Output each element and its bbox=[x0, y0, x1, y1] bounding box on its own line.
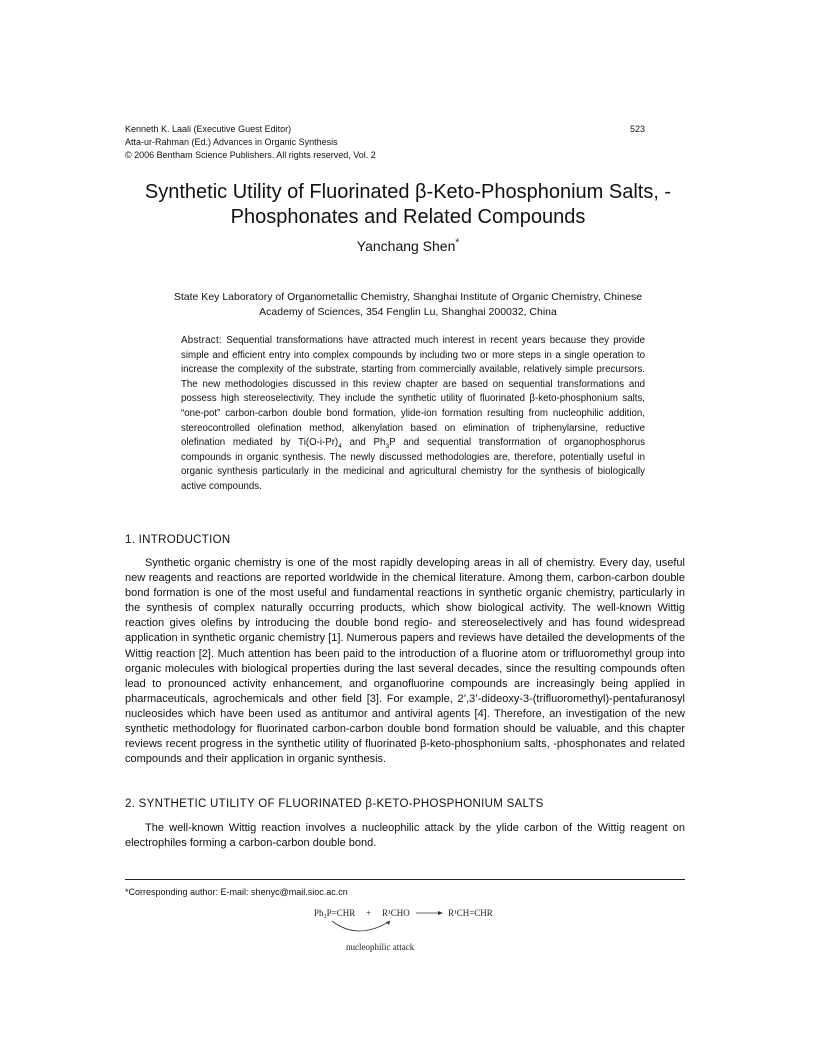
author-mark: * bbox=[455, 237, 460, 249]
page-header bbox=[125, 123, 645, 162]
page-number: 523 bbox=[629, 124, 645, 134]
scheme-reactant-2: R¹CHO bbox=[382, 908, 410, 918]
header-copyright: © 2006 Bentham Science Publishers. All rights reserved, Vol. 2 bbox=[125, 150, 376, 160]
affiliation-line-1: State Key Laboratory of Organometallic Chemistry, Shanghai Institute of Organic Chemistry, Chinese bbox=[173, 291, 643, 303]
abstract-label: Abstract: bbox=[181, 335, 222, 346]
affiliation-line-2: Academy of Sciences, 354 Fenglin Lu, Shanghai 200032, China bbox=[259, 306, 557, 318]
abstract bbox=[181, 334, 645, 495]
scheme-product: R¹CH=CHR bbox=[448, 908, 493, 918]
scheme-plus: + bbox=[366, 908, 372, 918]
section-1-heading: 1. INTRODUCTION bbox=[125, 534, 231, 546]
author bbox=[100, 238, 716, 254]
abstract-text-a: Sequential transformations have attracted much interest in recent years because they provide simple and efficient entry into complex compounds by including two or more steps in a single operation to increase the complexity of the substrate, starting from commercially available, relatively simple precursors. The new methodologies discussed in this review chapter are based on sequential transformations and possess high stereoselectivity. They include the synthetic utility of fluorinated β-keto-phosphonium salts, “one-pot” carbon-carbon double bond formation, ylide-ion formation resulting from nucleophilic addition, stereocontrolled olefination method, alkenylation based on elimination of triphenylarsine, reductive olefination mediated by Ti(O-i-Pr) bbox=[181, 335, 645, 449]
wittig-scheme bbox=[310, 903, 530, 963]
abstract-sub-2: 3 bbox=[385, 443, 390, 451]
abstract-sub-1: 4 bbox=[338, 443, 342, 451]
paper-title bbox=[100, 180, 716, 230]
header-editor: Kenneth K. Laali (Executive Guest Editor) bbox=[125, 124, 292, 134]
section-1-body bbox=[125, 556, 685, 767]
author-name: Yanchang Shen bbox=[356, 238, 456, 254]
scheme-caption: nucleophilic attack bbox=[346, 942, 415, 952]
abstract-text-c: P and sequential transformation of organophosphorus compounds in organic synthesis. The newly discussed methodologies are, therefore, potentially useful in organic synthesis particularly in the medicinal and agricultural chemistry for the synthesis of biologically active compounds. bbox=[181, 437, 645, 492]
section-1-paragraph: Synthetic organic chemistry is one of the most rapidly developing areas in all of chemistry. Every day, useful new reagents and reactions are reported worldwide in the chemical literature. Among them, carbon-carbon double bond formation is one of the most useful and fundamental reactions in synthetic organic chemistry, particularly in the synthesis of complex naturally occurring products, which show biological activity. The well-known Wittig reaction gives olefins by introducing the double bond regio- and stereoselectively and has found widespread application in synthetic organic chemistry [1]. Numerous papers and reviews have detailed the developments of the Wittig reaction [2]. Much attention has been paid to the introduction of a fluorine atom or trifluoromethyl group into organic molecules with biological properties during the last several decades, since the resulting compounds often lead to pronounced activity enhancement, and organofluorine compounds are increasingly being applied in pharmaceuticals, agrochemicals and other field [3]. For example, 2’,3’-dideoxy-3-(trifluoromethyl)-pentafuranosyl nucleosides which have been used as antitumor and antiviral agents [4]. Therefore, an investigation of the new synthetic methodology for fluorinated carbon-carbon double bond formation should be valuable, and this chapter reviews recent progress in the synthetic utility of fluorinated β-keto-phosphonium salts, -phosphonates and related compounds and their application in organic synthesis. bbox=[125, 557, 685, 766]
affiliation bbox=[120, 290, 696, 320]
section-2-paragraph: The well-known Wittig reaction involves a nucleophilic attack by the ylide carbon of the Wittig reagent on electrophiles forming a carbon-carbon double bond. bbox=[125, 822, 685, 850]
reaction-arrowhead bbox=[438, 911, 443, 915]
footnote-divider bbox=[125, 879, 685, 880]
title-line-1: Synthetic Utility of Fluorinated β-Keto-Phosphonium Salts, - bbox=[144, 181, 672, 203]
attack-arrow bbox=[332, 921, 390, 931]
section-2-heading: 2. SYNTHETIC UTILITY OF FLUORINATED β-KETO-PHOSPHONIUM SALTS bbox=[125, 798, 544, 810]
scheme-reactant-1: Ph₃P=CHR bbox=[314, 908, 356, 918]
footnote: *Corresponding author: E-mail: shenyc@mail.sioc.ac.cn bbox=[125, 887, 348, 897]
title-line-2: Phosphonates and Related Compounds bbox=[230, 206, 586, 228]
header-series: Atta-ur-Rahman (Ed.) Advances in Organic Synthesis bbox=[125, 137, 338, 147]
section-2-body bbox=[125, 821, 685, 851]
abstract-text-b: and Ph bbox=[341, 437, 386, 449]
